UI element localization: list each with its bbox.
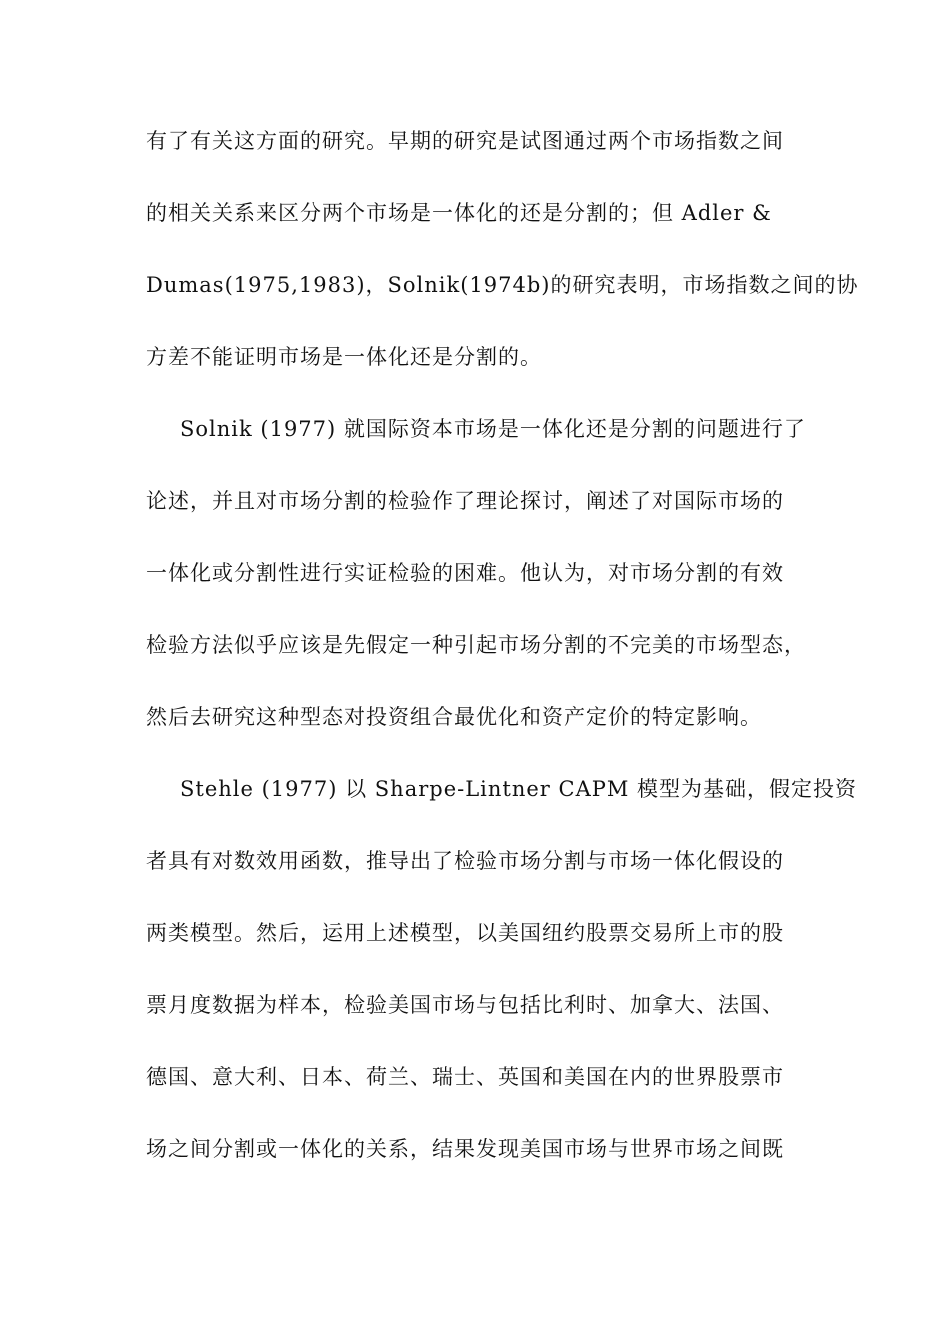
text-line: 有了有关这方面的研究。早期的研究是试图通过两个市场指数之间 <box>146 129 784 153</box>
text-line: 论述，并且对市场分割的检验作了理论探讨，阐述了对国际市场的 <box>146 489 784 513</box>
paragraph-start-line: Stehle (1977) 以 Sharpe-Lintner CAPM 模型为基础，假定投资 <box>180 777 858 801</box>
body-text <box>146 124 859 1204</box>
text-line: 德国、意大利、日本、荷兰、瑞士、英国和美国在内的世界股票市 <box>146 1065 784 1089</box>
text-line: Dumas(1975,1983)，Solnik(1974b)的研究表明，市场指数之间的协 <box>146 273 859 297</box>
text-line: 然后去研究这种型态对投资组合最优化和资产定价的特定影响。 <box>146 705 762 729</box>
text-line: 者具有对数效用函数，推导出了检验市场分割与市场一体化假设的 <box>146 849 784 873</box>
text-line: 的相关关系来区分两个市场是一体化的还是分割的；但 Adler & <box>146 201 772 225</box>
text-line: 场之间分割或一体化的关系，结果发现美国市场与世界市场之间既 <box>146 1137 784 1161</box>
paragraph-start-line: Solnik (1977) 就国际资本市场是一体化还是分割的问题进行了 <box>180 417 806 441</box>
text-line: 方差不能证明市场是一体化还是分割的。 <box>146 345 542 369</box>
text-line: 一体化或分割性进行实证检验的困难。他认为，对市场分割的有效 <box>146 561 784 585</box>
text-line: 票月度数据为样本，检验美国市场与包括比利时、加拿大、法国、 <box>146 993 784 1017</box>
text-line: 两类模型。然后，运用上述模型，以美国纽约股票交易所上市的股 <box>146 921 784 945</box>
text-line: 检验方法似乎应该是先假定一种引起市场分割的不完美的市场型态， <box>146 633 806 657</box>
